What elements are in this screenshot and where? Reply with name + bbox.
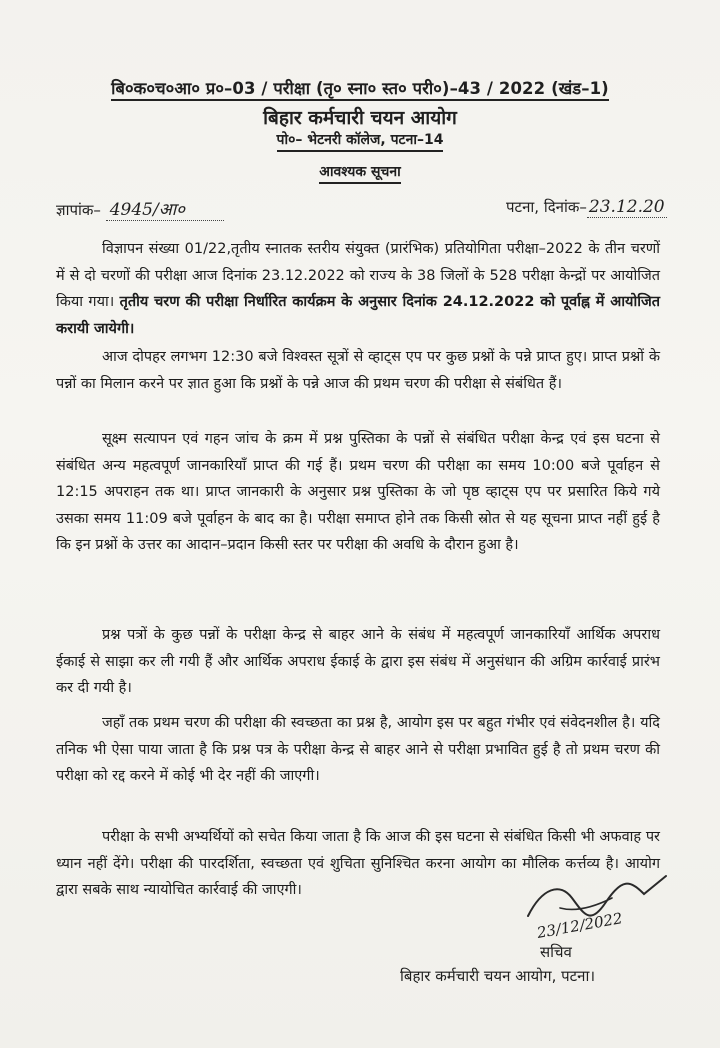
paragraph-5 <box>56 710 660 790</box>
memo-number: 4945/आ० <box>106 197 224 221</box>
memo-label: ज्ञापांक– <box>56 201 101 219</box>
paragraph-3-text: सूक्ष्म सत्यापन एवं गहन जांच के क्रम में प्रश्न पुस्तिका के पन्नों से संबंधित परीक्षा केन्द्र एवं इस घटना से संबंधित अन्य महत्वपूर्ण जानकारियाँ प्राप्त की गई हैं। प्रथम चरण की परीक्षा का समय 10:00 बजे पूर्वाहन से 12:15 अपराहन तक था। प्राप्त जानकारी के अनुसार प्रश्न पुस्तिका के जो पृष्ठ व्हाट्स एप पर प्रसारित किये गये उसका समय 11:09 बजे पूर्वाहन के बाद का है। परीक्षा समाप्त होने तक किसी स्रोत से यह सूचना प्राप्त नहीं हुई है कि इन प्रश्नों के उत्तर का आदान–प्रदान किसी स्तर पर परीक्षा की अवधि के दौरान हुआ है। <box>56 431 660 553</box>
paragraph-6-text: परीक्षा के सभी अभ्यर्थियों को सचेत किया जाता है कि आज की इस घटना से संबंधित किसी भी अफवाह पर ध्यान नहीं देंगे। परीक्षा की पारदर्शिता, स्वच्छता एवं शुचिता सुनिश्चित करना आयोग का मौलिक कर्त्तव्य है। आयोग द्वारा सबके साथ न्यायोचित कार्रवाई की जाएगी। <box>56 829 660 898</box>
place-date-label: पटना, दिनांक– <box>506 198 587 216</box>
organization-name: बिहार कर्मचारी चयन आयोग <box>263 107 457 129</box>
issue-date: 23.12.20 <box>588 197 665 217</box>
address-text: पो०– भेटनरी कॉलेज, पटना–14 <box>277 132 444 152</box>
paragraph-1-text: विज्ञापन संख्या 01/22,तृतीय स्नातक स्तरीय संयुक्त (प्रारंभिक) प्रतियोगिता परीक्षा–2022 के तीन चरणों में से दो चरणों की परीक्षा आज दिनांक 23.12.2022 को राज्य के 38 जिलों के 528 परीक्षा केन्द्रों पर आयोजित किया गया। <box>56 241 660 310</box>
paragraph-4 <box>56 622 660 702</box>
signatory-title: सचिव <box>540 943 572 961</box>
signature-date: 23/12/2022 <box>535 909 624 942</box>
paragraph-2-text: आज दोपहर लगभग 12:30 बजे विश्वस्त सूत्रों से व्हाट्स एप पर कुछ प्रश्नों के पन्ने प्राप्त हुए। प्राप्त प्रश्नों के पन्नों का मिलान करने पर ज्ञात हुआ कि प्रश्नों के पन्ने आज की प्रथम चरण की परीक्षा से संबंधित हैं। <box>56 349 660 392</box>
paragraph-1 <box>56 236 660 342</box>
handwritten-signature <box>520 868 670 948</box>
reference-text: बि०क०च०आ० प्र०–03 / परीक्षा (तृ० स्ना० स्त० परी०)–43 / 2022 (खंड–1) <box>111 79 609 101</box>
signatory-organization: बिहार कर्मचारी चयन आयोग, पटना। <box>400 967 596 985</box>
place-date-line <box>506 197 667 218</box>
organization-address <box>0 130 720 149</box>
paragraph-1-bold: तृतीय चरण की परीक्षा निर्धारित कार्यक्रम के अनुसार दिनांक 24.12.2022 को पूर्वाह्न में आयोजित करायी जायेगी। <box>56 294 660 337</box>
notice-title-text: आवश्यक सूचना <box>319 164 401 184</box>
paragraph-4-text: प्रश्न पत्रों के कुछ पन्नों के परीक्षा केन्द्र से बाहर आने के संबंध में महत्वपूर्ण जानकारियाँ आर्थिक अपराध ईकाई से साझा कर ली गयी हैं और आर्थिक अपराध ईकाई के द्वारा इस संबंध में अनुसंधान की अग्रिम कार्रवाई प्रारंभ कर दी गयी है। <box>56 627 660 696</box>
memo-line <box>56 197 224 221</box>
notice-title <box>0 162 720 181</box>
paragraph-5-text: जहाँ तक प्रथम चरण की परीक्षा की स्वच्छता का प्रश्न है, आयोग इस पर बहुत गंभीर एवं संवेदनशील है। यदि तनिक भी ऐसा पाया जाता है कि प्रश्न पत्र के परीक्षा केन्द्र से बाहर आने से परीक्षा प्रभावित हुई है तो प्रथम चरण की परीक्षा को रद्द करने में कोई भी देर नहीं की जाएगी। <box>56 715 660 784</box>
paragraph-3 <box>56 426 660 559</box>
paragraph-2 <box>56 344 660 397</box>
reference-number <box>0 76 720 99</box>
